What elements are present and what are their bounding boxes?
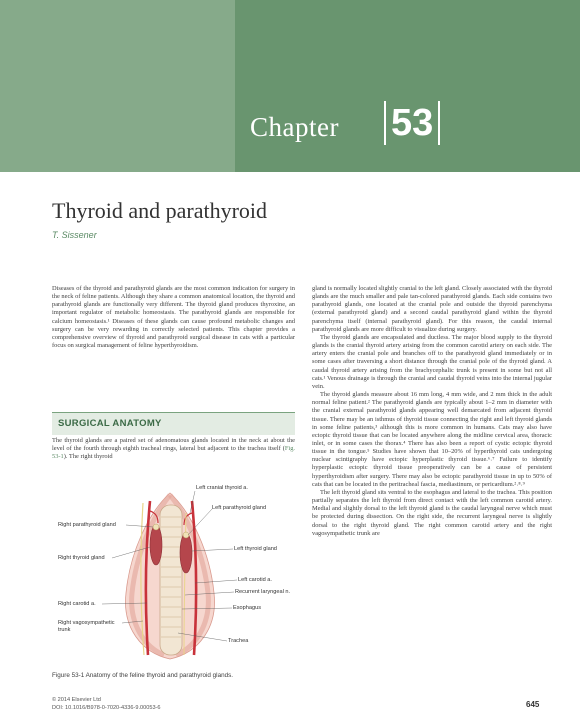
figure-caption-text: Anatomy of the feline thyroid and parathyroid glands. bbox=[85, 672, 233, 679]
left-thyroid-gland-shape bbox=[180, 533, 192, 573]
section-heading-text: SURGICAL ANATOMY bbox=[58, 418, 162, 429]
right-paragraph-1: gland is normally located slightly cranial to the left gland. Closely associated with the thyroid glands are the much smaller and pale tan-colored parathyroid glands. Each side contains two parathyroid glands, one located at the cranial pole and outside the thyroid parenchyma (external parathyroid gland) and a second caudal parathyroid gland within the thyroid parenchyma itself (internal parathyroid gland). For this reason, the caudal internal parathyroid glands are more difficult to visualize during surgery. bbox=[312, 285, 552, 333]
section-heading bbox=[52, 412, 295, 435]
right-paragraph-3: The thyroid glands measure about 16 mm long, 4 mm wide, and 2 mm thick in the adult normal feline patient.² The parathyroid glands are typically about 1–2 mm in diameter with the cranial external parathyroid glands appearing well demarcated from adjacent thyroid tissue. There may be an isthmus of thyroid tissue connecting the right and left thyroid glands in some feline patients,³ although this is more common in humans. Cats may also have ectopic thyroid tissue that can be located anywhere along the midline cervical area, thoracic inlet, or in some cases the thorax.⁴ There has also been a report of cystic ectopic thyroid tissue in the tongue.⁵ Studies have shown that 10–20% of hyperthyroid cats undergoing nuclear scintigraphy have ectopic hyperplastic thyroid tissue.⁶˒⁷ Failure to identify hyperplastic ectopic thyroid tissue preoperatively can be a cause of persistent hyperthyroidism after surgery. There may also be ectopic parathyroid tissue in up to 50% of cats that can be located in the peritracheal fascia, mediastinum, or pericardium.²˒⁸˒⁹ bbox=[312, 391, 552, 488]
label-right-vagosympathetic-trunk: trunk bbox=[58, 627, 71, 633]
right-paragraph-2: The thyroid glands are encapsulated and ductless. The major blood supply to the thyroid glands is the cranial thyroid artery arising from the common carotid artery on each side. The artery enters the cranial pole and branches off to the parathyroid gland immediately or in some cases after traversing a short distance through the cranial pole of the thyroid gland. A caudal thyroid artery arising from the brachycephalic trunk is present in some but not all cats.¹ Venous drainage is through the cranial and caudal thyroid veins into the internal jugular vein. bbox=[312, 333, 552, 390]
left-body-text-a: The thyroid glands are a paired set of adenomatous glands located in the neck at about the level of the fourth through eighth tracheal rings, lateral but adjacent to the trachea itself ( bbox=[52, 437, 295, 453]
label-right-parathyroid: Right parathyroid gland bbox=[58, 522, 116, 528]
trachea-shape bbox=[160, 505, 182, 655]
left-body-paragraph bbox=[52, 437, 295, 461]
right-paragraph-4: The left thyroid gland sits ventral to the esophagus and lateral to the trachea. This position partially separates the left thyroid from direct contact with the left common carotid artery. Medial and slightly dorsal to the left thyroid gland is the caudal laryngeal nerve which must be protected during dissection. On the right side, the recurrent laryngeal nerve is slightly dorsal to the right thyroid gland. The right common carotid artery and the right vagosympathetic trunk are bbox=[312, 488, 552, 537]
left-body-text-b: ). The right thyroid bbox=[63, 453, 113, 461]
intro-paragraph bbox=[52, 285, 295, 350]
chapter-author: T. Sissener bbox=[52, 230, 97, 240]
doi-line: DOI: 10.1016/B978-0-7020-4336-9.00053-6 bbox=[52, 704, 161, 711]
label-left-cranial-thyroid: Left cranial thyroid a. bbox=[196, 485, 248, 491]
banner-light-panel bbox=[0, 0, 235, 172]
chapter-banner bbox=[0, 0, 580, 172]
label-right-vagosympathetic: Right vagosympathetic bbox=[58, 620, 115, 626]
label-right-thyroid: Right thyroid gland bbox=[58, 555, 105, 561]
right-parathyroid-gland-shape bbox=[153, 524, 159, 530]
label-esophagus: Esophagus bbox=[233, 605, 261, 611]
figure-reference-link[interactable]: Fig. 53-1 bbox=[52, 445, 295, 461]
right-column bbox=[312, 285, 552, 538]
label-left-thyroid: Left thyroid gland bbox=[234, 546, 277, 552]
chapter-word: Chapter bbox=[250, 112, 339, 142]
intro-text: Diseases of the thyroid and parathyroid glands are the most common indication for surgery in the neck of feline patients. Although they share a common anatomical location, the thyroid and parathyroid glands are functionally very different. The thyroid gland produces thyroxine, an important regulator of metabolic homeostasis. The parathyroid glands are responsible for calcium homeostasis.¹ Diseases of these glands can cause profound metabolic changes and surgery can be very rewarding in correctly selected patients. This chapter provides a comprehensive overview of thyroid and parathyroid surgical disease in cats with a particular focus on surgical management of feline hyperthyroidism. bbox=[52, 285, 295, 350]
copyright-line: © 2014 Elsevier Ltd bbox=[52, 697, 101, 703]
label-trachea: Trachea bbox=[228, 638, 249, 644]
page-number: 645 bbox=[526, 700, 540, 709]
label-left-carotid: Left carotid a. bbox=[238, 577, 272, 583]
page-footer bbox=[52, 697, 161, 712]
label-recurrent-laryngeal: Recurrent laryngeal n. bbox=[235, 589, 291, 595]
label-right-carotid: Right carotid a. bbox=[58, 601, 96, 607]
figure-caption bbox=[52, 672, 295, 679]
chapter-title: Thyroid and parathyroid bbox=[52, 198, 268, 223]
anatomy-figure bbox=[52, 483, 295, 663]
figure-caption-number: Figure 53-1 bbox=[52, 672, 85, 679]
right-thyroid-gland-shape bbox=[150, 525, 162, 565]
chapter-number: 53 bbox=[384, 101, 440, 145]
label-left-parathyroid: Left parathyroid gland bbox=[212, 505, 267, 511]
